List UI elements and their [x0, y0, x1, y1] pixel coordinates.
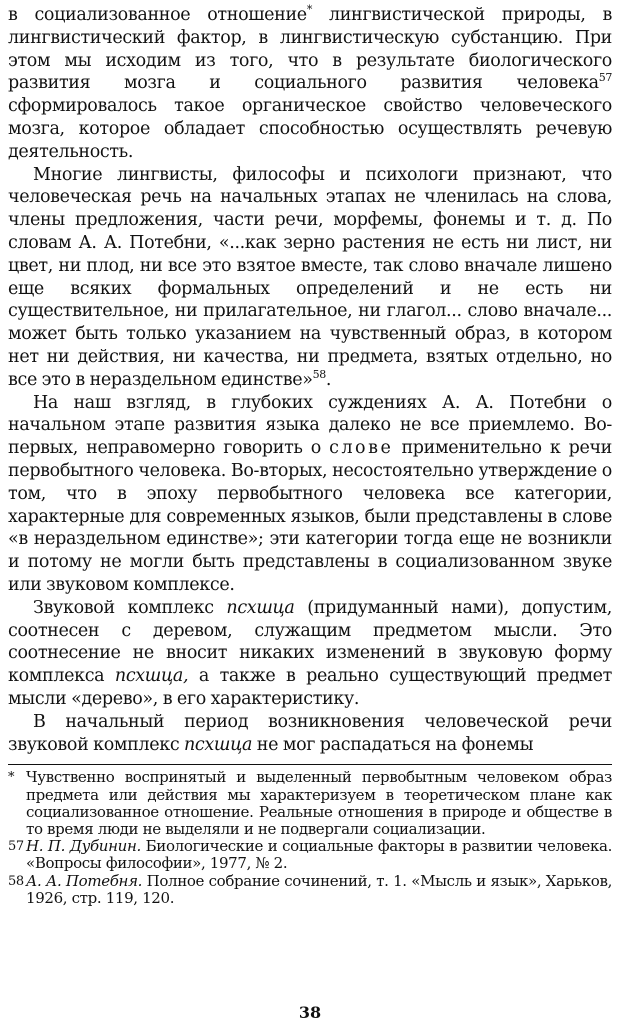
footnote-reference: 57 — [598, 71, 612, 85]
footnote — [8, 873, 612, 907]
italic-text: псхшца — [184, 734, 253, 755]
italic-text: псхшца — [226, 597, 295, 618]
text-run: сформировалось такое органическое свойство человеческого мозга, которое обладает способностью осуществлять речевую деятельность. — [8, 96, 612, 162]
footnotes — [8, 764, 612, 907]
text-run: Полное собрание сочинений, т. 1. «Мысль и язык», Харьков, 1926, стр. 119, 120. — [26, 871, 612, 907]
text-run: применительно к речи первобытного человека. Во-вторых, несостоятельно утверждение о том, что в эпоху первобытного человека все категории, характерные для современных языков, были представлены в слове «в нераздельном единстве»; эти категории тогда еще не возникли и потому не могли быть представлены в социализованном звуке или звуковом комплексе. — [8, 438, 612, 595]
italic-text: А. А. Потебня. — [26, 871, 143, 890]
paragraph — [8, 4, 612, 164]
page-number: 38 — [298, 1003, 322, 1022]
footnote-mark: 58 — [8, 873, 24, 889]
paragraph — [8, 392, 612, 597]
paragraph — [8, 597, 612, 711]
footnote-mark: 57 — [8, 839, 24, 855]
text-run: а также в реально существующий предмет мысли «дерево», в его характеристику. — [8, 666, 612, 709]
footnote-mark: * — [8, 770, 15, 786]
text-run: В начальный период возникновения человеческой речи звуковой комплекс — [8, 711, 612, 755]
text-run: Биологические и социальные факторы в развитии человека. «Вопросы философии», 1977, № 2. — [26, 837, 612, 873]
emphasized-text: слове — [329, 438, 394, 459]
text-run: в социализованное отношение — [8, 5, 307, 25]
text-run: не мог распадаться на фонемы — [252, 734, 534, 755]
text-run: . — [325, 369, 332, 390]
text-run: Чувственно воспринятый и выделенный первобытным человеком образ предмета или действия мы характеризуем в теоретическом плане как социализованное отношение. Реальные отношения в природе и обществе в то время люди не выделяли и не подвергали социализации. — [26, 768, 612, 838]
footnote-reference: * — [306, 3, 312, 17]
text-run: (придуманный нами), допустим, соотнесен с деревом, служащим предметом мысли. Это соотнесение не вносит никаких изменений в звуковую форму комплекса — [8, 597, 612, 687]
body-text — [8, 4, 612, 756]
footnote-reference: 58 — [312, 367, 326, 381]
text-run: Звуковой комплекс — [33, 597, 227, 618]
text-run: На наш взгляд, в глубоких суждениях А. А. Потебни о начальном этапе развития языка далеко не все приемлемо. Во-первых, неправомерно говорить о — [8, 392, 612, 459]
text-run: Многие лингвисты, философы и психологи признают, что человеческая речь на начальных этапах не членилась на слова, члены предложения, части речи, морфемы, фонемы и т. д. По словам А. А. Потебни, «...как зерно растения не есть ни лист, ни цвет, ни плод, ни все это взятое вместе, так слово вначале лишено еще всяких формальных определений и не есть ни существительное, ни прилагательное, ни глагол... слово вначале... может быть только указанием на чувственный образ, в котором нет ни действия, ни качества, ни предмета, взятых отдельно, но все это в нераздельном единстве» — [8, 164, 612, 390]
text-run: лингвистической природы, в лингвистический фактор, в лингвистическую субстанцию. При этом мы исходим из того, что в результате биологического развития мозга и социального развития человека — [8, 5, 613, 94]
paragraph — [8, 711, 612, 757]
italic-text: Н. П. Дубинин. — [26, 837, 141, 856]
footnote — [8, 838, 612, 872]
italic-text: псхшца, — [114, 666, 189, 687]
footnote — [8, 769, 612, 838]
paragraph — [8, 164, 612, 392]
